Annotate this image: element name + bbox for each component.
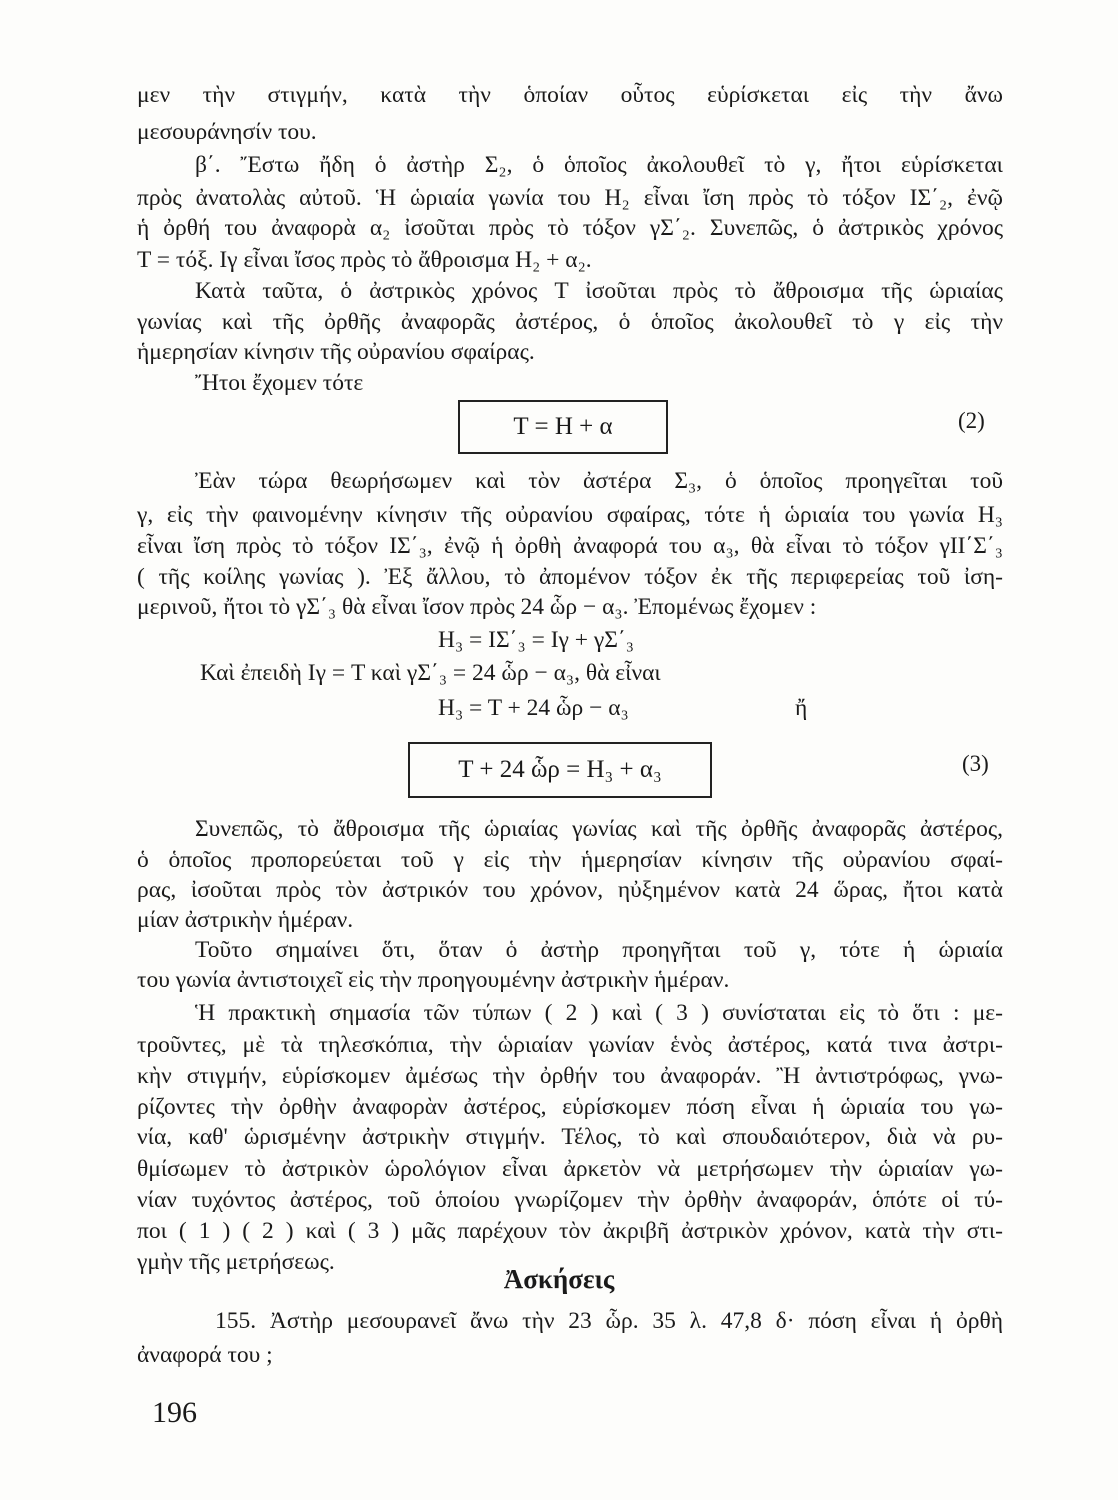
equation-line: H₃ = T + 24 ὧρ − α₃ [438, 695, 629, 721]
text-line: ρίζοντες τὴν ὀρθὴν ἀναφορὰν ἀστέρος, εὑρίσκομεν πόση εἶναι ἡ ὡριαία του γω- [137, 1094, 1003, 1120]
page-number: 196 [152, 1396, 197, 1429]
text-line: γ, εἰς τὴν φαινομένην κίνησιν τῆς οὐρανίου σφαίρας, τότε ἡ ὡριαία του γωνία H₃ [137, 502, 1003, 528]
equation-line: H₃ = ΙΣ΄₃ = Ιγ + γΣ΄₃ [438, 627, 634, 653]
equation-2-number: (2) [958, 408, 985, 433]
text-line: πρὸς ἀνατολὰς αὐτοῦ. Ἡ ὡριαία γωνία του H₂ εἶναι ἴση πρὸς τὸ τόξον ΙΣ΄₂, ἐνῷ [137, 185, 1003, 211]
text-line: Τοῦτο σημαίνει ὅτι, ὅταν ὁ ἀστὴρ προηγῆται τοῦ γ, τότε ἡ ὡριαία [195, 937, 1003, 963]
text-line: τροῦντες, μὲ τὰ τηλεσκόπια, τὴν ὡριαίαν γωνίαν ἑνὸς ἀστέρος, κατά τινα ἀστρι- [137, 1032, 1003, 1058]
text-line: νία, καθ' ὡρισμένην ἀστρικὴν στιγμήν. Τέλος, τὸ καὶ σπουδαιότερον, διὰ νὰ ρυ- [137, 1124, 1003, 1150]
text-line: εἶναι ἴση πρὸς τὸ τόξον ΙΣ΄₃, ἐνῷ ἡ ὀρθὴ ἀναφορά του α₃, θὰ εἶναι τὸ τόξον γΙΙ΄Σ΄₃ [137, 533, 1003, 559]
equation-3-box: T + 24 ὧρ = H₃ + α₃ [408, 742, 712, 798]
text-line: ἡμερησίαν κίνησιν τῆς οὐρανίου σφαίρας. [137, 339, 535, 365]
text-line: Ἐὰν τώρα θεωρήσωμεν καὶ τὸν ἀστέρα Σ₃, ὁ ὁποῖος προηγεῖται τοῦ [195, 468, 1003, 494]
text-line: ( τῆς κοίλης γωνίας ). Ἐξ ἄλλου, τὸ ἀπομένον τόξον ἐκ τῆς περιφερείας τοῦ ἰση- [137, 564, 1003, 590]
equation-3-number: (3) [962, 751, 989, 776]
text-line: μίαν ἀστρικὴν ἡμέραν. [137, 907, 354, 933]
text-line: β΄. Ἔστω ἤδη ὁ ἀστὴρ Σ₂, ὁ ὁποῖος ἀκολουθεῖ τὸ γ, ἤτοι εὑρίσκεται [195, 152, 1003, 178]
text-line: ὁ ὁποῖος προπορεύεται τοῦ γ εἰς τὴν ἡμερησίαν κίνησιν τῆς οὐρανίου σφαί- [137, 847, 1003, 873]
text-line: μερινοῦ, ἤτοι τὸ γΣ΄₃ θὰ εἶναι ἴσον πρὸς 24 ὧρ − α₃. Ἐπομένως ἔχομεν : [137, 594, 817, 620]
text-line: ποι ( 1 ) ( 2 ) καὶ ( 3 ) μᾶς παρέχουν τὸν ἀκριβῆ ἀστρικὸν χρόνον, κατὰ τὴν στι- [137, 1218, 1003, 1244]
text-line: Κατὰ ταῦτα, ὁ ἀστρικὸς χρόνος T ἰσοῦται πρὸς τὸ ἄθροισμα τῆς ὡριαίας [195, 278, 1003, 304]
text-line: μεν τὴν στιγμήν, κατὰ τὴν ὁποίαν οὗτος εὑρίσκεται εἰς τὴν ἄνω [137, 82, 1003, 108]
text-line: Ἤτοι ἔχομεν τότε [195, 370, 364, 396]
text-line: κὴν στιγμήν, εὑρίσκομεν ἀμέσως τὴν ὀρθήν του ἀναφοράν. Ἢ ἀντιστρόφως, γνω- [137, 1063, 1003, 1089]
text-line: γωνίας καὶ τῆς ὀρθῆς ἀναφορᾶς ἀστέρος, ὁ ὁποῖος ἀκολουθεῖ τὸ γ εἰς τὴν [137, 309, 1003, 335]
text-line: νίαν τυχόντος ἀστέρος, τοῦ ὁποίου γνωρίζομεν τὴν ὀρθὴν ἀναφοράν, ὁπότε οἱ τύ- [137, 1187, 1003, 1213]
text-line: ἡ ὀρθή του ἀναφορὰ α₂ ἰσοῦται πρὸς τὸ τόξον γΣ΄₂. Συνεπῶς, ὁ ἀστρικὸς χρόνος [137, 215, 1003, 241]
text-line: θμίσωμεν τὸ ἀστρικὸν ὡρολόγιον εἶναι ἀρκετὸν νὰ μετρήσωμεν τὴν ὡριαίαν γω- [137, 1156, 1003, 1182]
exercise-line: 155. Ἀστὴρ μεσουρανεῖ ἄνω τὴν 23 ὧρ. 35 λ. 47,8 δ· πόση εἶναι ἡ ὀρθὴ [215, 1308, 1003, 1334]
text-line: T = τόξ. Ιγ εἶναι ἴσος πρὸς τὸ ἄθροισμα H₂ + α₂. [137, 247, 592, 273]
section-heading: Ἀσκήσεις [503, 1264, 615, 1294]
text-line: του γωνία ἀντιστοιχεῖ εἰς τὴν προηγουμένην ἀστρικὴν ἡμέραν. [137, 967, 730, 993]
text-line: γμὴν τῆς μετρήσεως. [137, 1249, 335, 1275]
text-line: μεσουράνησίν του. [137, 119, 317, 145]
text-line: Ἡ πρακτικὴ σημασία τῶν τύπων ( 2 ) καὶ ( 3 ) συνίσταται εἰς τὸ ὅτι : με- [195, 1000, 1003, 1026]
equation-line: Καὶ ἐπειδὴ Ιγ = T καὶ γΣ΄₃ = 24 ὧρ − α₃, θὰ εἶναι [200, 660, 661, 686]
equation-2-box: T = H + α [458, 400, 668, 454]
text-line: Συνεπῶς, τὸ ἄθροισμα τῆς ὡριαίας γωνίας καὶ τῆς ὀρθῆς ἀναφορᾶς ἀστέρος, [195, 816, 1003, 842]
exercise-line: ἀναφορά του ; [137, 1342, 273, 1368]
text-line: ρας, ἰσοῦται πρὸς τὸν ἀστρικόν του χρόνον, ηὐξημένον κατὰ 24 ὥρας, ἤτοι κατὰ [137, 877, 1003, 903]
equation-or: ἤ [795, 695, 808, 721]
